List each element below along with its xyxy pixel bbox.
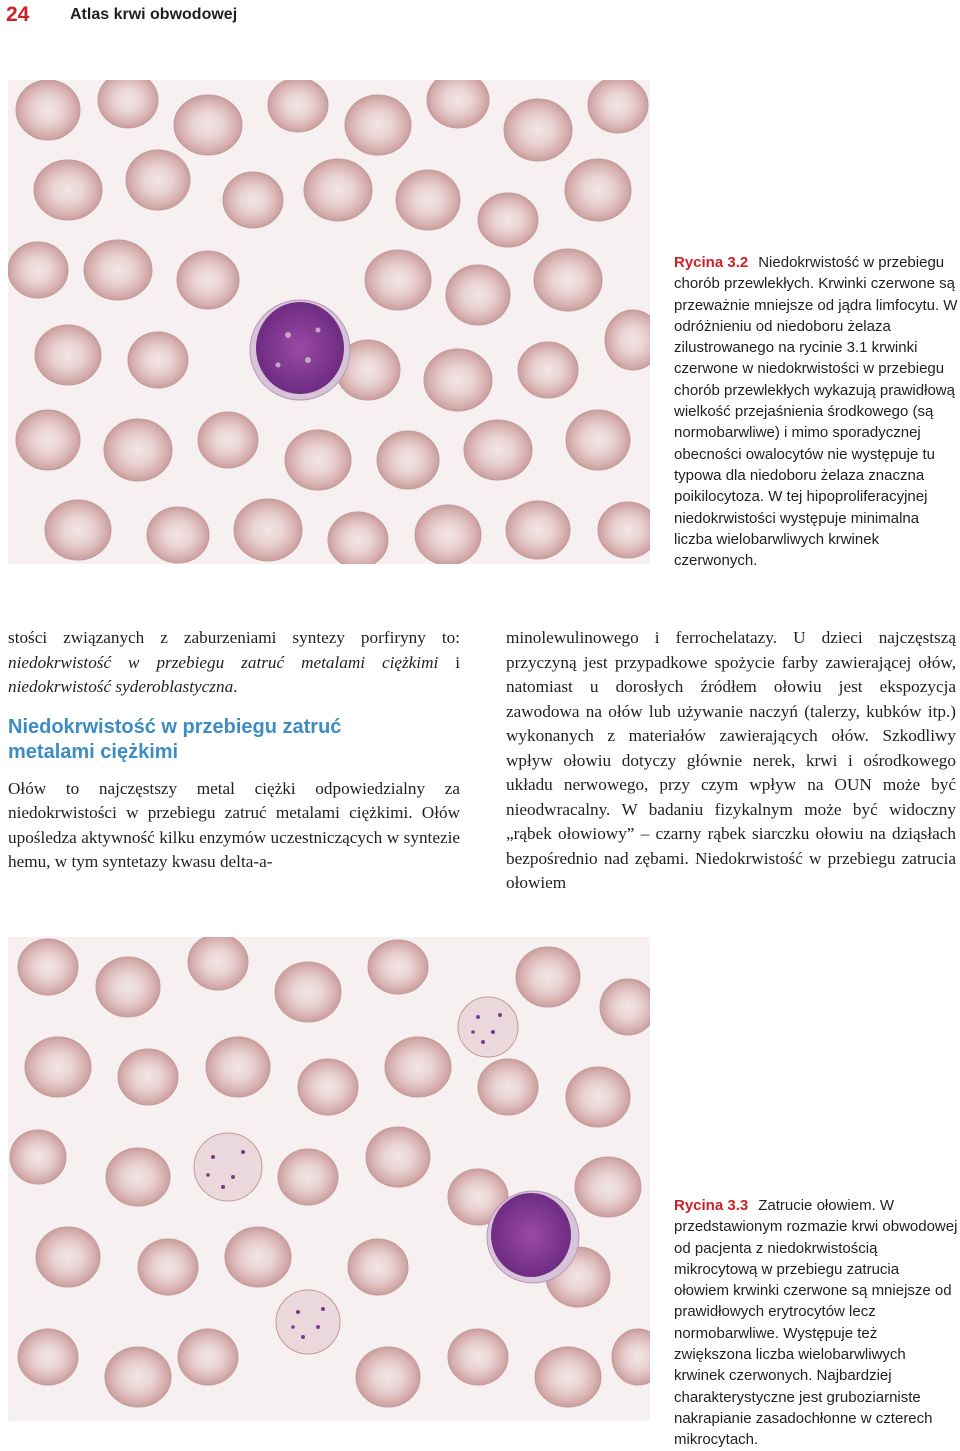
page-header [0, 0, 960, 32]
body-column-right [506, 626, 956, 896]
blood-smear-image-2 [8, 937, 650, 1421]
figure-3-3-micrograph [8, 937, 650, 1421]
running-head: Atlas krwi obwodowej [70, 6, 238, 23]
figure-3-2-caption-text: Niedokrwistość w przebiegu chorób przewlekłych. Krwinki czerwone są przeważnie mniejsze od jądra limfocytu. W odróżnieniu od niedoboru żelaza zilustrowanego na rycinie 3.1 krwinki czerwone w niedokrwistości w przebiegu chorób przewlekłych wykazują prawidłową wielkość przejaśnienia środkowego (są normobarwliwe) i mimo sporadycznej obecności owalocytów nie występuje tu typowa dla niedoboru żelaza znaczna poikilocytoza. W tej hipoproliferacyjnej niedokrwistości występuje minimalna liczba wielobarwliwych krwinek czerwonych. [674, 254, 958, 570]
section-heading-heavy-metals: Niedokrwistość w przebiegu zatruć metalami ciężkimi [8, 715, 342, 763]
paragraph-lead-continued: minolewulinowego i ferrochelatazy. U dzieci najczęstszą przyczyną jest przypadkowe spożycie farby zawierającej ołów, natomiast u dorosłych źródłem ołowiu jest ekspozycja zawodowa na ołów lub używanie naczyń (talerzy, kubków itp.) wykonanych z materiałów zawierających ołów. Szkodliwy wpływ ołowiu dotyczy głównie nerek, krwi i ośrodkowego układu nerwowego, przy czym wpływ na OUN może być nieodwracalny. W badaniu fizykalnym może być widoczny „rąbek ołowiowy” – czarny rąbek siarczku ołowiu na dziąsłach bezpośrednio nad zębami. Niedokrwistość w przebiegu zatrucia ołowiem [506, 628, 956, 892]
figure-3-2-micrograph [8, 80, 650, 564]
paragraph-porphyrin: stości związanych z zaburzeniami syntezy porfiryny to: niedokrwistość w przebiegu zatruć metalami ciężkimi i niedokrwistość syderoblastyczna. [8, 628, 460, 696]
paragraph-lead: Ołów to najczęstszy metal ciężki odpowiedzialny za niedokrwistości w przebiegu zatruć metalami ciężkimi. Ołów upośledza aktywność kilku enzymów uczestniczących w syntezie hemu, w tym syntetazy kwasu delta-a- [8, 778, 460, 871]
figure-3-2-label: Rycina 3.2 [674, 254, 749, 271]
figure-3-3-caption-text: Zatrucie ołowiem. W przedstawionym rozmazie krwi obwodowej od pacjenta z niedokrwistością mikrocytową w przebiegu zatrucia ołowiem krwinki czerwone są mniejsze od prawidłowych erytrocytów lecz normobarwliwe. Występuje też zwiększona liczba wielobarwliwych krwinek czerwonych. Najbardziej charakterystyczne jest gruboziarniste nakrapianie zasadochłonne w czterech mikrocytach. [674, 1197, 958, 1449]
figure-3-3-label: Rycina 3.3 [674, 1197, 749, 1214]
page-number: 24 [6, 3, 30, 26]
figure-3-3-caption [674, 1195, 958, 1451]
figure-3-2-caption [674, 252, 958, 571]
blood-smear-image-1 [8, 80, 650, 564]
body-column-left [8, 626, 460, 875]
